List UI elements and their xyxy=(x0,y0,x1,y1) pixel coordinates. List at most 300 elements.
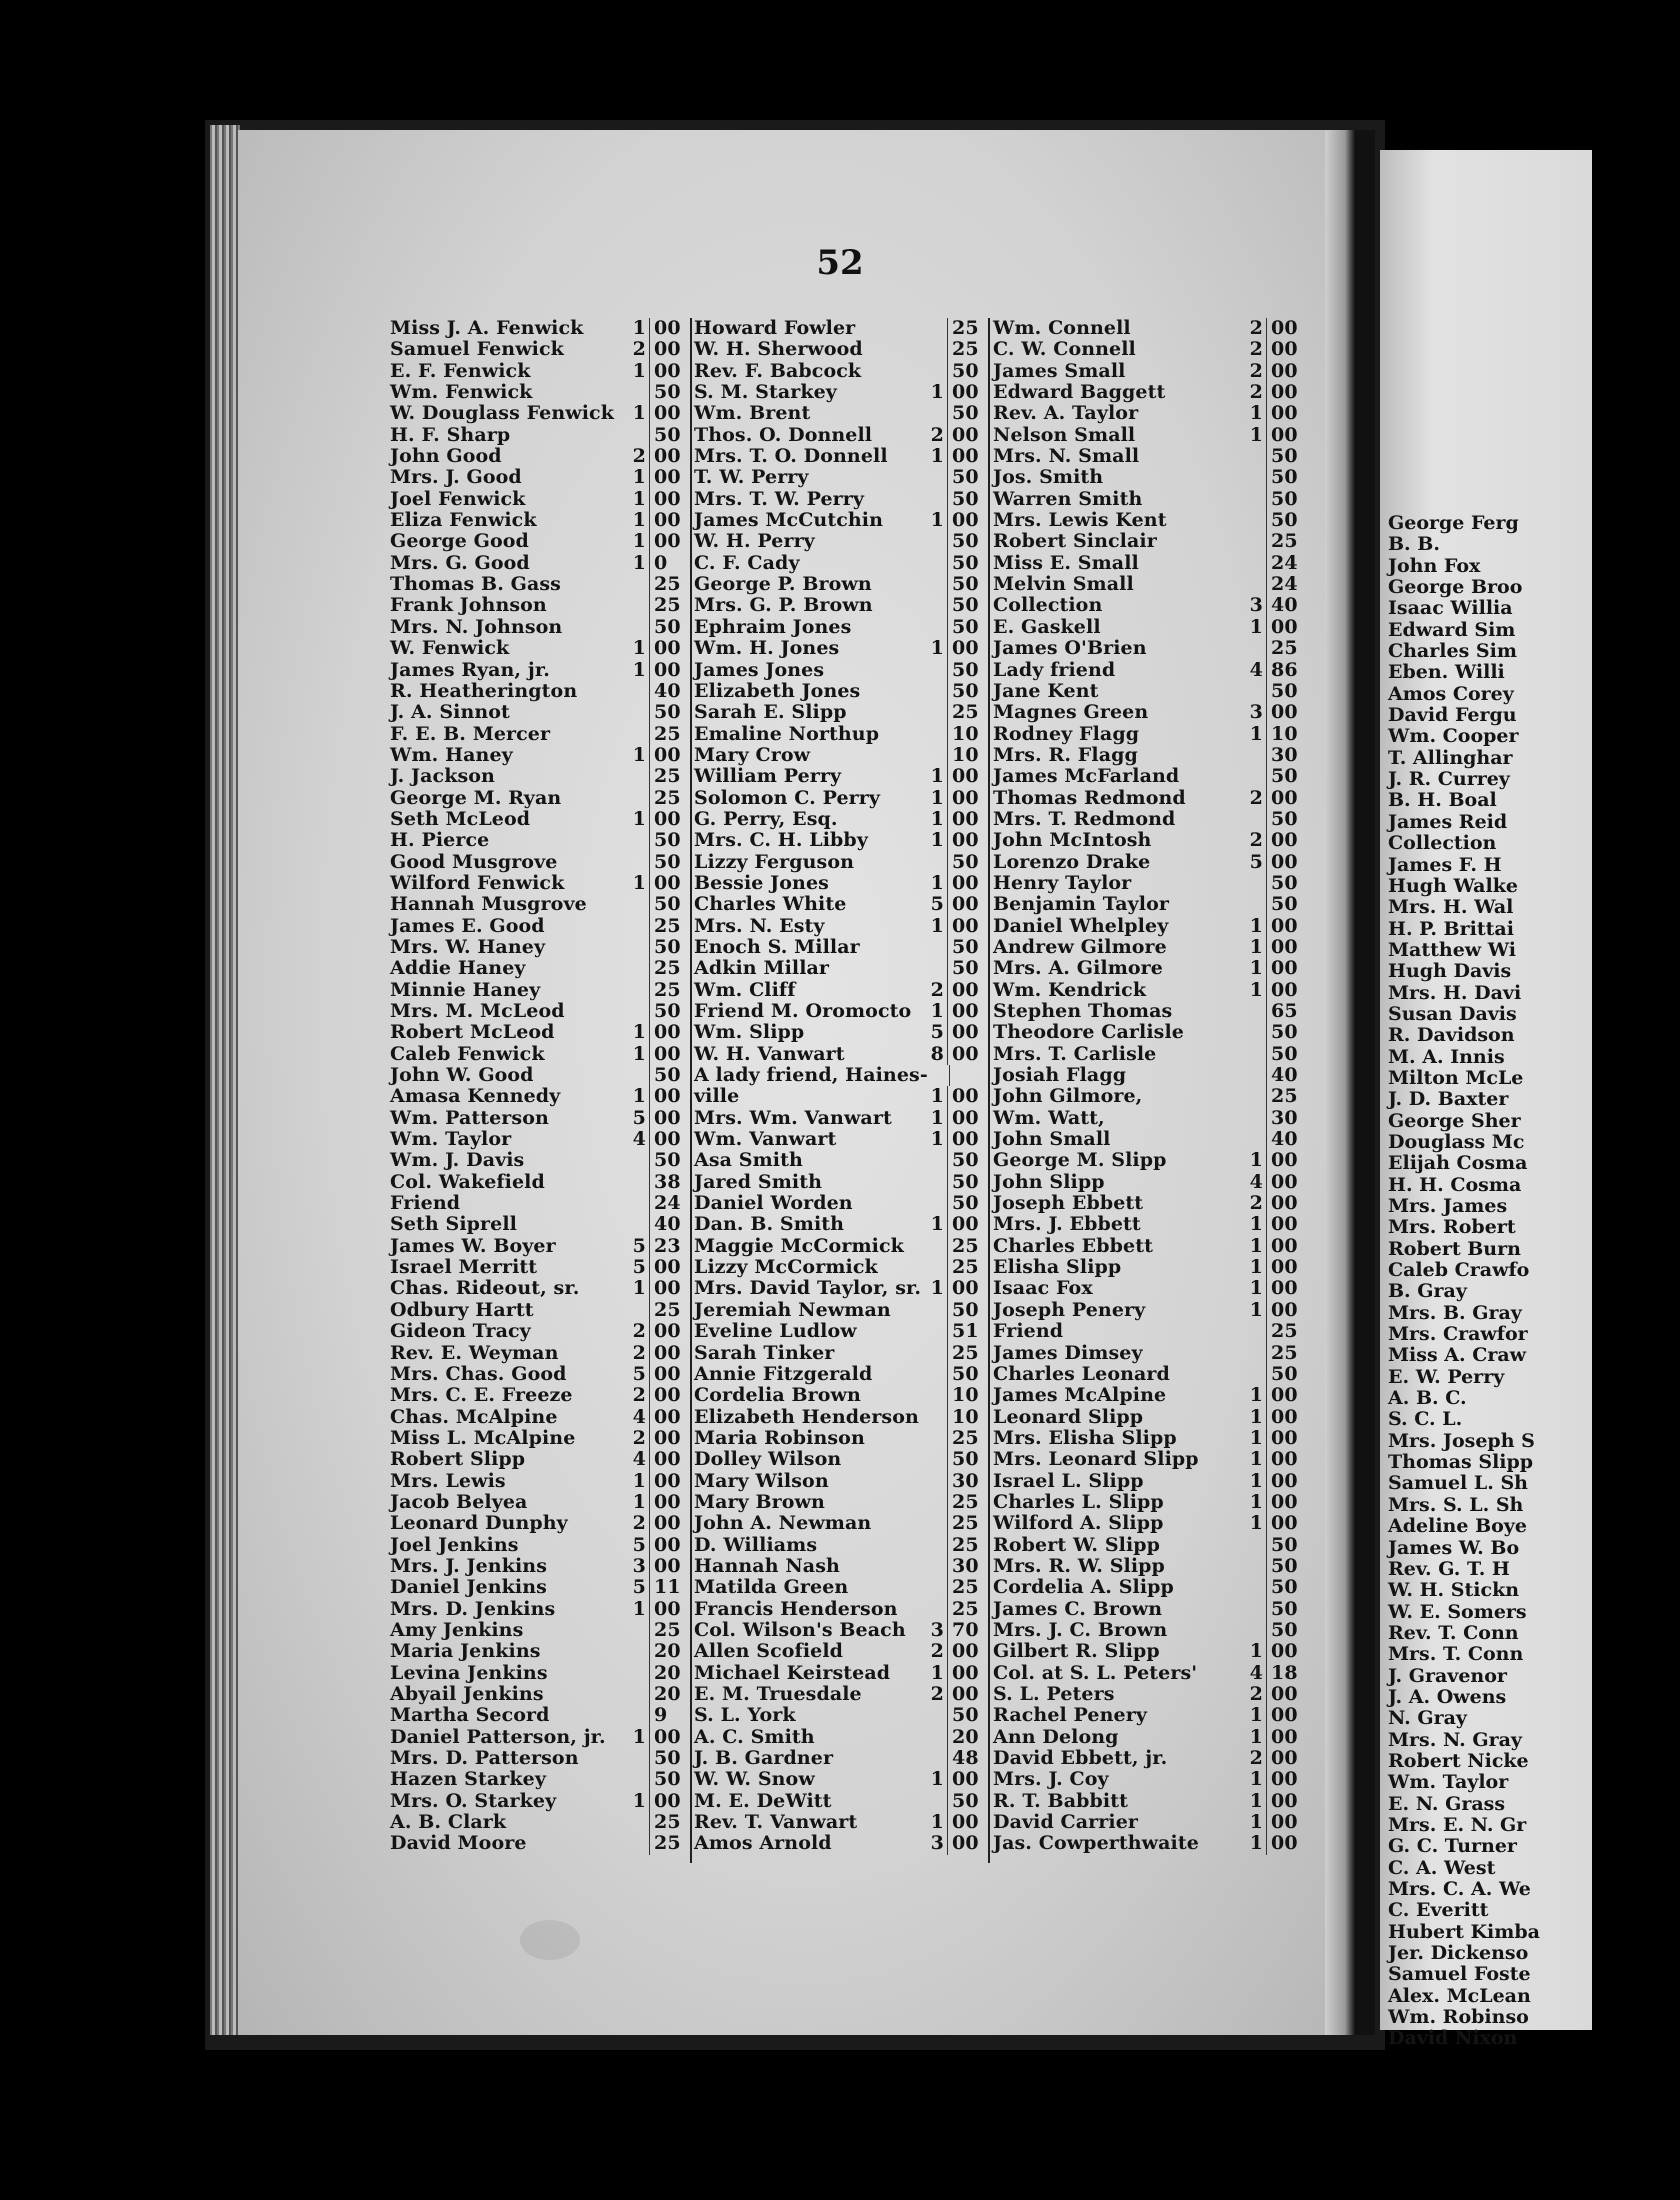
list-item xyxy=(694,873,986,894)
dollars: 1 xyxy=(930,381,944,404)
list-item xyxy=(694,1407,986,1428)
dollars xyxy=(924,852,947,873)
subscriber-name: Mrs. T. Carlisle xyxy=(993,1042,1157,1065)
list-item xyxy=(993,1407,1305,1428)
right-page-name: B. B. xyxy=(1388,533,1440,556)
dollars xyxy=(626,1300,649,1321)
list-item xyxy=(390,446,688,467)
list-item xyxy=(694,1150,986,1171)
dollars: 1 xyxy=(930,765,944,788)
list-item xyxy=(694,745,986,766)
right-page-name: Rev. T. Conn xyxy=(1388,1621,1519,1644)
list-item xyxy=(390,574,688,595)
dollars: 2 xyxy=(1249,359,1263,382)
list-item xyxy=(390,1150,688,1171)
list-item xyxy=(390,766,688,787)
subscriber-name: Mrs. G. Good xyxy=(390,551,530,574)
dollars: 1 xyxy=(632,317,646,339)
subscriber-name: W. Douglass Fenwick xyxy=(390,402,614,425)
cents: 50 xyxy=(947,1364,986,1385)
cents: 50 xyxy=(1266,1535,1305,1556)
subscriber-name: Wm. Vanwart xyxy=(694,1128,837,1151)
list-item xyxy=(694,1556,986,1577)
subscriber-name: Maggie McCormick xyxy=(694,1234,904,1257)
subscriber-name: Minnie Haney xyxy=(390,978,541,1001)
subscriber-name: Mrs. N. Esty xyxy=(694,914,825,937)
dollars: 1 xyxy=(632,551,646,574)
dollars: 5 xyxy=(632,1106,646,1129)
cents: 00 xyxy=(947,446,986,467)
subscriber-name: Francis Henderson xyxy=(694,1597,898,1620)
list-item xyxy=(993,1620,1305,1641)
dollars: 1 xyxy=(632,359,646,382)
list-item xyxy=(993,1193,1305,1214)
subscriber-name: Wm. J. Davis xyxy=(390,1149,525,1172)
dollars xyxy=(924,660,947,681)
subscriber-name: Mrs. C. H. Libby xyxy=(694,829,868,852)
list-item xyxy=(993,1385,1305,1406)
subscriber-name: Elisha Slipp xyxy=(993,1256,1122,1279)
list-item xyxy=(694,1193,986,1214)
right-page-name: Alex. McLean xyxy=(1388,1984,1531,2007)
subscriber-name: Cordelia Brown xyxy=(694,1384,861,1407)
dollars xyxy=(1243,745,1266,766)
cents: 50 xyxy=(947,1150,986,1171)
cents: 00 xyxy=(649,809,688,830)
list-item xyxy=(694,1108,986,1129)
cents: 25 xyxy=(649,574,688,595)
right-page-name: A. B. C. xyxy=(1388,1387,1467,1410)
subscriber-name: A lady friend, Haines- xyxy=(694,1064,928,1087)
subscriber-name: Charles L. Slipp xyxy=(993,1490,1164,1513)
subscriber-name: Mrs. R. Flagg xyxy=(993,743,1138,766)
cents: 00 xyxy=(1266,425,1305,446)
cents: 00 xyxy=(947,830,986,851)
dollars xyxy=(626,1620,649,1641)
cents: 00 xyxy=(947,894,986,915)
cents: 50 xyxy=(649,1769,688,1790)
subscriber-name: Enoch S. Millar xyxy=(694,935,860,958)
subscriber-name: Elizabeth Jones xyxy=(694,679,861,702)
cents: 50 xyxy=(1266,681,1305,702)
column-rule xyxy=(988,318,990,1863)
list-item xyxy=(694,1364,986,1385)
cents: 00 xyxy=(1266,1236,1305,1257)
subscriber-name: Mrs. W. Haney xyxy=(390,935,546,958)
subscriber-name: James McAlpine xyxy=(993,1384,1167,1407)
cents: 00 xyxy=(649,318,688,339)
dollars xyxy=(626,852,649,873)
list-item xyxy=(993,1599,1305,1620)
subscriber-name: Mrs. D. Jenkins xyxy=(390,1597,556,1620)
list-item xyxy=(993,531,1305,552)
right-page-name: E. W. Perry xyxy=(1388,1365,1505,1388)
dollars xyxy=(1243,873,1266,894)
list-item xyxy=(993,1343,1305,1364)
cents: 50 xyxy=(947,467,986,488)
dollars: 1 xyxy=(930,914,944,937)
cents: 25 xyxy=(649,916,688,937)
cents: 00 xyxy=(649,489,688,510)
right-page-name: David Nixon xyxy=(1388,2027,1518,2050)
list-item xyxy=(993,894,1305,915)
right-page-name: James Reid xyxy=(1388,810,1508,833)
cents: 50 xyxy=(649,1150,688,1171)
subscriber-name: T. W. Perry xyxy=(694,466,809,489)
list-item xyxy=(390,1044,688,1065)
dollars xyxy=(626,595,649,616)
dollars xyxy=(626,425,649,446)
dollars: 3 xyxy=(1249,701,1263,724)
dollars xyxy=(626,916,649,937)
cents: 70 xyxy=(947,1620,986,1641)
right-page-name: Thomas Slipp xyxy=(1388,1451,1534,1474)
list-item xyxy=(993,724,1305,745)
cents: 50 xyxy=(947,958,986,979)
right-page-name: James W. Bo xyxy=(1388,1536,1520,1559)
dollars xyxy=(1243,1577,1266,1598)
subscriber-name: Robert W. Slipp xyxy=(993,1533,1161,1556)
list-item xyxy=(694,830,986,851)
cents: 50 xyxy=(947,1300,986,1321)
list-item xyxy=(993,403,1305,424)
dollars: 5 xyxy=(632,1256,646,1279)
dollars: 1 xyxy=(930,1085,944,1108)
dollars xyxy=(924,531,947,552)
right-page-name: N. Gray xyxy=(1388,1707,1467,1730)
subscriber-name: Maria Robinson xyxy=(694,1426,865,1449)
subscriber-name: Sarah E. Slipp xyxy=(694,701,847,724)
cents: 00 xyxy=(947,788,986,809)
list-item xyxy=(694,467,986,488)
list-item xyxy=(694,1022,986,1043)
cents: 25 xyxy=(1266,1321,1305,1342)
list-item xyxy=(390,1001,688,1022)
dollars xyxy=(626,382,649,403)
list-item xyxy=(694,1278,986,1299)
subscriber-name: Martha Secord xyxy=(390,1704,550,1727)
right-page-name: H. H. Cosma xyxy=(1388,1173,1522,1196)
right-page-name: Mrs. H. Davi xyxy=(1388,981,1522,1004)
dollars xyxy=(924,1513,947,1534)
dollars: 1 xyxy=(632,637,646,660)
list-item xyxy=(694,702,986,723)
list-item xyxy=(993,1150,1305,1171)
cents: 00 xyxy=(947,1663,986,1684)
list-item xyxy=(694,1663,986,1684)
subscriber-name: S. M. Starkey xyxy=(694,381,837,404)
subscriber-name: David Carrier xyxy=(993,1811,1139,1834)
dollars xyxy=(626,980,649,1001)
dollars xyxy=(1243,510,1266,531)
right-page-name: Edward Sim xyxy=(1388,618,1516,641)
subscriber-name: H. Pierce xyxy=(390,829,490,852)
list-item xyxy=(993,1214,1305,1235)
right-page-name: Mrs. H. Wal xyxy=(1388,896,1514,919)
right-page-name: Mrs. N. Gray xyxy=(1388,1728,1522,1751)
dollars: 1 xyxy=(632,1490,646,1513)
dollars xyxy=(1243,1364,1266,1385)
cents: 00 xyxy=(947,916,986,937)
dollars: 1 xyxy=(930,829,944,852)
subscriber-name: Lorenzo Drake xyxy=(993,850,1151,873)
dollars xyxy=(924,1449,947,1470)
subscriber-name: Abyail Jenkins xyxy=(390,1683,544,1705)
right-page-name: Collection xyxy=(1388,832,1497,855)
list-item xyxy=(390,1492,688,1513)
cents: 20 xyxy=(649,1684,688,1705)
subscriber-name: Friend M. Oromocto xyxy=(694,1000,912,1022)
subscriber-name: Wm. Brent xyxy=(694,402,811,425)
cents: 50 xyxy=(1266,766,1305,787)
subscriber-name: Chas. McAlpine xyxy=(390,1405,558,1428)
cents: 25 xyxy=(649,1833,688,1854)
subscriber-name: Cordelia A. Slipp xyxy=(993,1576,1174,1599)
list-item xyxy=(694,660,986,681)
subscriber-name: Frank Johnson xyxy=(390,594,547,617)
dollars xyxy=(924,1705,947,1726)
list-item xyxy=(390,1343,688,1364)
cents: 00 xyxy=(649,510,688,531)
list-item xyxy=(993,958,1305,979)
subscriber-name: J. A. Sinnot xyxy=(390,701,510,724)
subscriber-name: Thomas B. Gass xyxy=(390,573,561,596)
dollars: 2 xyxy=(632,1512,646,1535)
cents: 25 xyxy=(947,1257,986,1278)
dollars: 2 xyxy=(930,1683,944,1705)
dollars: 1 xyxy=(632,1021,646,1044)
cents: 00 xyxy=(649,638,688,659)
dollars: 2 xyxy=(632,1384,646,1407)
cents: 50 xyxy=(947,531,986,552)
list-item xyxy=(993,1236,1305,1257)
cents: 23 xyxy=(649,1236,688,1257)
cents: 00 xyxy=(649,361,688,382)
cents: 25 xyxy=(1266,638,1305,659)
list-item xyxy=(993,489,1305,510)
list-item xyxy=(694,1727,986,1748)
subscriber-name: Mrs. Chas. Good xyxy=(390,1362,567,1385)
cents: 25 xyxy=(649,980,688,1001)
subscriber-name: D. Williams xyxy=(694,1533,818,1556)
dollars xyxy=(1243,638,1266,659)
subscriber-name: Mary Crow xyxy=(694,743,811,766)
dollars: 1 xyxy=(1249,1448,1263,1471)
list-item xyxy=(993,852,1305,873)
list-item xyxy=(390,638,688,659)
cents: 50 xyxy=(1266,1022,1305,1043)
cents: 24 xyxy=(1266,553,1305,574)
subscriber-name: E. M. Truesdale xyxy=(694,1683,862,1705)
right-page-name: J. R. Currey xyxy=(1388,768,1510,791)
dollars xyxy=(626,574,649,595)
cents: 51 xyxy=(947,1321,986,1342)
subscriber-name: Jos. Smith xyxy=(993,466,1104,489)
list-item xyxy=(993,681,1305,702)
dollars xyxy=(1243,1108,1266,1129)
subscriber-name: Solomon C. Perry xyxy=(694,786,881,809)
list-item xyxy=(390,1535,688,1556)
cents: 50 xyxy=(649,1001,688,1022)
list-item xyxy=(390,1407,688,1428)
subscriber-name: Rachel Penery xyxy=(993,1704,1147,1727)
cents: 30 xyxy=(947,1556,986,1577)
dollars xyxy=(924,617,947,638)
dollars: 4 xyxy=(1249,1170,1263,1193)
cents: 00 xyxy=(1266,1833,1305,1854)
dollars: 2 xyxy=(632,445,646,468)
dollars xyxy=(924,937,947,958)
right-page-name: George Ferg xyxy=(1388,512,1519,534)
right-page-name: Robert Nicke xyxy=(1388,1749,1529,1772)
dollars: 5 xyxy=(930,893,944,916)
cents: 25 xyxy=(1266,1343,1305,1364)
right-page-name: Samuel Foste xyxy=(1388,1963,1531,1986)
dollars xyxy=(626,894,649,915)
subscriber-name: Wilford Fenwick xyxy=(390,871,565,894)
list-item xyxy=(993,702,1305,723)
dollars: 5 xyxy=(632,1234,646,1257)
list-item xyxy=(993,1108,1305,1129)
subscriber-name: Col. Wilson's Beach xyxy=(694,1618,906,1641)
list-item xyxy=(390,1193,688,1214)
cents: 50 xyxy=(649,937,688,958)
cents: 10 xyxy=(1266,724,1305,745)
cents: 00 xyxy=(649,1385,688,1406)
dollars: 1 xyxy=(1249,1811,1263,1834)
list-item xyxy=(993,1428,1305,1449)
subscriber-name: Andrew Gilmore xyxy=(993,935,1167,958)
cents: 00 xyxy=(1266,980,1305,1001)
list-item xyxy=(390,531,688,552)
dollars xyxy=(626,1172,649,1193)
dollars xyxy=(924,1727,947,1748)
cents: 00 xyxy=(1266,958,1305,979)
subscriber-name: James W. Boyer xyxy=(390,1234,556,1257)
list-item xyxy=(694,1833,986,1854)
subscriber-name: A. C. Smith xyxy=(694,1725,815,1748)
cents: 00 xyxy=(1266,1193,1305,1214)
subscriber-name: W. H. Perry xyxy=(694,530,815,553)
subscriber-name: Rev. E. Weyman xyxy=(390,1341,559,1364)
dollars: 1 xyxy=(930,807,944,830)
subscriber-name: Col. Wakefield xyxy=(390,1170,545,1193)
list-item xyxy=(694,1300,986,1321)
subscriber-name: Robert Slipp xyxy=(390,1448,526,1471)
list-item xyxy=(993,980,1305,1001)
dollars: 1 xyxy=(1249,1405,1263,1428)
cents: 40 xyxy=(1266,595,1305,616)
cents: 00 xyxy=(1266,852,1305,873)
cents: 00 xyxy=(649,1599,688,1620)
list-item xyxy=(993,1321,1305,1342)
subscriber-name: Wm. Patterson xyxy=(390,1106,549,1129)
subscriber-name: Mrs. David Taylor, sr. xyxy=(694,1277,922,1300)
right-page-name: T. Allinghar xyxy=(1388,746,1513,769)
list-item xyxy=(694,318,986,339)
subscriber-name: Mrs. T. Redmond xyxy=(993,807,1176,830)
list-item xyxy=(993,510,1305,531)
list-item xyxy=(390,1684,688,1705)
subscriber-name: Charles White xyxy=(694,893,847,916)
cents: 00 xyxy=(649,1343,688,1364)
list-item xyxy=(993,1129,1305,1150)
subscriber-name: R. T. Babbitt xyxy=(993,1789,1128,1812)
list-item xyxy=(390,1620,688,1641)
subscriber-name: James McCutchin xyxy=(694,509,884,532)
subscriber-name: W. H. Sherwood xyxy=(694,338,863,361)
list-item xyxy=(694,1385,986,1406)
cents: 00 xyxy=(947,980,986,1001)
dollars: 2 xyxy=(1249,1747,1263,1770)
right-page-name: Miss A. Craw xyxy=(1388,1344,1527,1367)
subscriber-name: Mrs. J. Good xyxy=(390,466,522,489)
subscriber-name: Wm. Haney xyxy=(390,743,513,766)
subscriber-name: George Good xyxy=(390,530,529,553)
dollars: 1 xyxy=(930,1277,944,1300)
subscriber-name: James E. Good xyxy=(390,914,545,937)
dollars: 1 xyxy=(1249,1725,1263,1748)
dollars: 1 xyxy=(1249,1277,1263,1300)
dollars: 1 xyxy=(1249,1234,1263,1257)
dollars xyxy=(924,1385,947,1406)
cents: 25 xyxy=(649,1620,688,1641)
dollars: 1 xyxy=(632,1725,646,1748)
dollars xyxy=(924,1492,947,1513)
subscriber-name: Hannah Musgrove xyxy=(390,893,587,916)
dollars: 2 xyxy=(930,423,944,446)
dollars xyxy=(626,724,649,745)
list-item xyxy=(390,660,688,681)
cents: 00 xyxy=(1266,339,1305,360)
subscriber-name: James O'Brien xyxy=(993,637,1147,660)
dollars: 1 xyxy=(1249,1213,1263,1236)
cents: 25 xyxy=(649,958,688,979)
cents: 00 xyxy=(649,1791,688,1812)
list-item xyxy=(390,467,688,488)
subscriber-name: John Good xyxy=(390,445,502,468)
right-page-name: Hugh Davis xyxy=(1388,960,1512,983)
list-item xyxy=(390,361,688,382)
dollars xyxy=(924,403,947,424)
dollars xyxy=(924,681,947,702)
cents: 50 xyxy=(947,681,986,702)
cents: 48 xyxy=(947,1748,986,1769)
list-item xyxy=(694,1343,986,1364)
list-item xyxy=(694,1791,986,1812)
cents: 00 xyxy=(1266,1769,1305,1790)
dollars: 2 xyxy=(1249,1683,1263,1705)
right-page-name: George Broo xyxy=(1388,576,1523,599)
right-page-name: Adeline Boye xyxy=(1388,1515,1527,1538)
subscriber-name: W. Fenwick xyxy=(390,637,510,660)
list-item xyxy=(390,702,688,723)
cents: 00 xyxy=(947,766,986,787)
subscriber-name: Charles Leonard xyxy=(993,1362,1170,1385)
cents: 24 xyxy=(1266,574,1305,595)
dollars xyxy=(924,1364,947,1385)
cents: 25 xyxy=(947,339,986,360)
dollars: 1 xyxy=(930,1128,944,1151)
dollars xyxy=(924,1300,947,1321)
list-item xyxy=(694,489,986,510)
subscriber-name: F. E. B. Mercer xyxy=(390,722,551,745)
dollars: 4 xyxy=(1249,658,1263,681)
list-item xyxy=(694,1748,986,1769)
right-page-name: W. E. Somers xyxy=(1388,1600,1527,1623)
cents: 00 xyxy=(649,1257,688,1278)
cents: 00 xyxy=(1266,937,1305,958)
